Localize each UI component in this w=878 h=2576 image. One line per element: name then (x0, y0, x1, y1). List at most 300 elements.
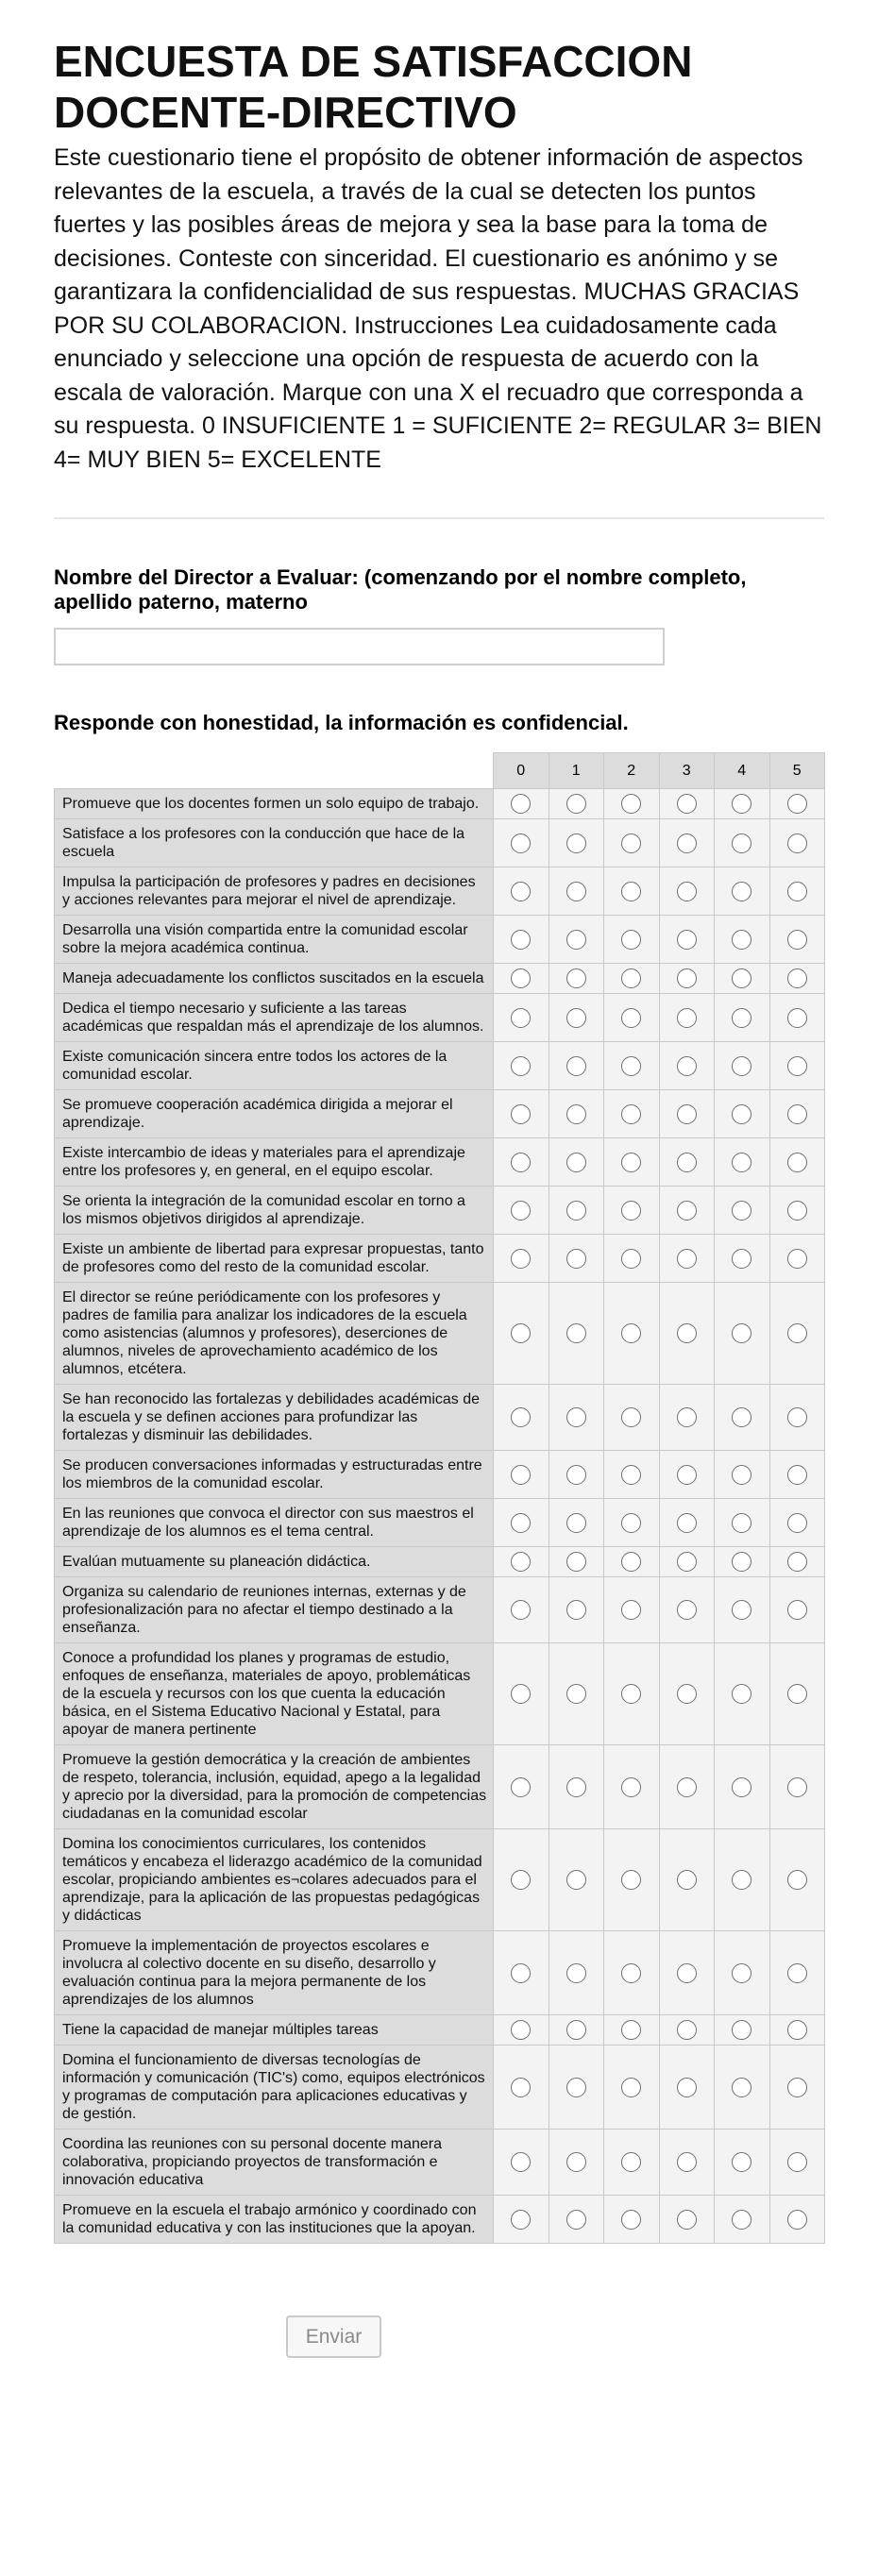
rating-radio-1[interactable] (566, 1600, 586, 1620)
rating-radio-2[interactable] (621, 833, 641, 853)
matrix-cell (604, 1577, 660, 1643)
rating-radio-0[interactable] (511, 1600, 531, 1620)
matrix-cell (494, 1931, 549, 2015)
matrix-cell (494, 2015, 549, 2046)
matrix-cell (549, 2046, 604, 2130)
rating-radio-1[interactable] (566, 1104, 586, 1124)
matrix-cell (659, 2046, 715, 2130)
matrix-cell (659, 1283, 715, 1385)
rating-radio-3[interactable] (677, 1513, 697, 1533)
matrix-row (55, 789, 825, 819)
rating-radio-1[interactable] (566, 2078, 586, 2097)
matrix-cell (769, 819, 825, 867)
matrix-row (55, 1547, 825, 1577)
rating-radio-0[interactable] (511, 1465, 531, 1485)
matrix-cell (549, 994, 604, 1042)
rating-radio-5[interactable] (787, 1963, 807, 1983)
matrix-cell (549, 2015, 604, 2046)
matrix-cell (549, 1931, 604, 2015)
matrix-cell (769, 916, 825, 964)
rating-radio-0[interactable] (511, 2152, 531, 2172)
matrix-cell (769, 1042, 825, 1090)
matrix-row-label: Existe un ambiente de libertad para expresar propuestas, tanto de profesores como del resto de la comunidad escolar. (55, 1235, 494, 1283)
rating-radio-4[interactable] (732, 1465, 751, 1485)
matrix-cell (715, 2196, 770, 2244)
rating-radio-4[interactable] (732, 968, 751, 988)
rating-radio-4[interactable] (732, 1684, 751, 1704)
rating-radio-1[interactable] (566, 930, 586, 950)
matrix-cell (494, 994, 549, 1042)
matrix-cell (494, 1283, 549, 1385)
matrix-cell (604, 2046, 660, 2130)
matrix-cell (549, 819, 604, 867)
matrix-row-label: Promueve la implementación de proyectos escolares e involucra al colectivo docente en su diseño, desarrollo y evaluación continua para la mejora permanente de los aprendizajes de los alumnos (55, 1931, 494, 2015)
matrix-cell (604, 1187, 660, 1235)
matrix-cell (659, 1829, 715, 1931)
rating-radio-0[interactable] (511, 968, 531, 988)
matrix-cell (715, 1931, 770, 2015)
rating-radio-4[interactable] (732, 1153, 751, 1172)
rating-radio-4[interactable] (732, 2078, 751, 2097)
rating-radio-0[interactable] (511, 1056, 531, 1076)
rating-radio-5[interactable] (787, 2020, 807, 2040)
column-header-1: 1 (549, 753, 604, 789)
rating-radio-2[interactable] (621, 1870, 641, 1890)
matrix-cell (659, 1090, 715, 1138)
matrix-cell (715, 1187, 770, 1235)
rating-radio-2[interactable] (621, 1153, 641, 1172)
rating-radio-2[interactable] (621, 2210, 641, 2230)
matrix-cell (604, 819, 660, 867)
rating-radio-2[interactable] (621, 1777, 641, 1797)
matrix-cell (659, 2196, 715, 2244)
matrix-cell (549, 1643, 604, 1745)
rating-radio-2[interactable] (621, 968, 641, 988)
rating-radio-5[interactable] (787, 2078, 807, 2097)
rating-radio-4[interactable] (732, 833, 751, 853)
rating-radio-4[interactable] (732, 2210, 751, 2230)
rating-radio-4[interactable] (732, 1104, 751, 1124)
matrix-cell (715, 819, 770, 867)
matrix-cell (494, 1138, 549, 1187)
rating-radio-2[interactable] (621, 1249, 641, 1269)
rating-radio-5[interactable] (787, 1008, 807, 1028)
rating-radio-0[interactable] (511, 1153, 531, 1172)
matrix-cell (769, 2015, 825, 2046)
rating-radio-3[interactable] (677, 2210, 697, 2230)
rating-radio-1[interactable] (566, 833, 586, 853)
rating-radio-2[interactable] (621, 1513, 641, 1533)
matrix-cell (604, 964, 660, 994)
rating-radio-1[interactable] (566, 2210, 586, 2230)
rating-radio-0[interactable] (511, 1963, 531, 1983)
director-name-input[interactable] (54, 628, 665, 665)
matrix-row-label: Tiene la capacidad de manejar múltiples tareas (55, 2015, 494, 2046)
matrix-cell (549, 1745, 604, 1829)
matrix-cell (494, 1451, 549, 1499)
matrix-cell (494, 819, 549, 867)
rating-radio-5[interactable] (787, 1104, 807, 1124)
rating-radio-4[interactable] (732, 1870, 751, 1890)
rating-radio-4[interactable] (732, 1963, 751, 1983)
matrix-cell (659, 1547, 715, 1577)
rating-radio-0[interactable] (511, 1323, 531, 1343)
rating-radio-4[interactable] (732, 1008, 751, 1028)
rating-radio-3[interactable] (677, 1552, 697, 1572)
rating-radio-1[interactable] (566, 1552, 586, 1572)
matrix-row (55, 916, 825, 964)
matrix-cell (549, 1499, 604, 1547)
rating-radio-5[interactable] (787, 1465, 807, 1485)
rating-radio-3[interactable] (677, 794, 697, 814)
matrix-row-label: Promueve la gestión democrática y la creación de ambientes de respeto, tolerancia, inclusión, equidad, apego a la legalidad y aprecio por la diversidad, para la promoción de competencias ciudadanas en la comunidad escolar (55, 1745, 494, 1829)
matrix-cell (494, 1042, 549, 1090)
matrix-row-label: Se promueve cooperación académica dirigida a mejorar el aprendizaje. (55, 1090, 494, 1138)
matrix-cell (769, 1745, 825, 1829)
rating-radio-3[interactable] (677, 2152, 697, 2172)
matrix-cell (604, 2130, 660, 2196)
rating-radio-3[interactable] (677, 1465, 697, 1485)
matrix-row (55, 1643, 825, 1745)
rating-radio-5[interactable] (787, 1407, 807, 1427)
matrix-row-label: El director se reúne periódicamente con los profesores y padres de familia para analizar los indicadores de la escuela como asistencias (alumnos y profesores), deserciones de alumnos, niveles de aprovechamiento académico de los alumnos, etcétera. (55, 1283, 494, 1385)
rating-radio-3[interactable] (677, 1600, 697, 1620)
rating-radio-4[interactable] (732, 1513, 751, 1533)
rating-radio-1[interactable] (566, 882, 586, 901)
rating-radio-5[interactable] (787, 1323, 807, 1343)
rating-radio-3[interactable] (677, 2078, 697, 2097)
matrix-cell (659, 1042, 715, 1090)
column-header-5: 5 (769, 753, 825, 789)
rating-radio-3[interactable] (677, 1323, 697, 1343)
rating-radio-2[interactable] (621, 1600, 641, 1620)
rating-radio-1[interactable] (566, 1056, 586, 1076)
matrix-cell (659, 1931, 715, 2015)
matrix-cell (549, 1283, 604, 1385)
rating-radio-4[interactable] (732, 930, 751, 950)
rating-radio-2[interactable] (621, 930, 641, 950)
matrix-cell (604, 916, 660, 964)
matrix-cell (549, 1187, 604, 1235)
rating-radio-3[interactable] (677, 1407, 697, 1427)
matrix-cell (659, 1235, 715, 1283)
rating-radio-1[interactable] (566, 1465, 586, 1485)
rating-radio-0[interactable] (511, 1870, 531, 1890)
matrix-cell (659, 789, 715, 819)
matrix-cell (769, 1499, 825, 1547)
rating-radio-5[interactable] (787, 930, 807, 950)
matrix-cell (769, 2196, 825, 2244)
rating-radio-0[interactable] (511, 1407, 531, 1427)
rating-radio-1[interactable] (566, 1870, 586, 1890)
matrix-cell (494, 1745, 549, 1829)
rating-radio-4[interactable] (732, 2152, 751, 2172)
matrix-cell (494, 964, 549, 994)
matrix-cell (604, 1829, 660, 1931)
matrix-cell (549, 1090, 604, 1138)
matrix-row-label: Domina el funcionamiento de diversas tecnologías de información y comunicación (TIC's) como, equipos electrónicos y programas de computación para aplicaciones educativas y de gestión. (55, 2046, 494, 2130)
matrix-row-label: Se orienta la integración de la comunidad escolar en torno a los mismos objetivos dirigidos al aprendizaje. (55, 1187, 494, 1235)
rating-radio-1[interactable] (566, 968, 586, 988)
matrix-cell (604, 1643, 660, 1745)
matrix-row (55, 1283, 825, 1385)
rating-radio-5[interactable] (787, 1552, 807, 1572)
rating-radio-0[interactable] (511, 1249, 531, 1269)
rating-radio-3[interactable] (677, 1777, 697, 1797)
rating-radio-5[interactable] (787, 2152, 807, 2172)
matrix-cell (659, 819, 715, 867)
rating-radio-2[interactable] (621, 2020, 641, 2040)
form-description: Este cuestionario tiene el propósito de obtener información de aspectos relevantes de la escuela, a través de la cual se detecten los puntos fuertes y las posibles áreas de mejora y sea la base para la toma de decisiones. Conteste con sinceridad. El cuestionario es anónimo y se garantizara la confidencialidad de sus respuestas. MUCHAS GRACIAS POR SU COLABORACION. Instrucciones Lea cuidadosamente cada enunciado y seleccione una opción de respuesta de acuerdo con la escala de valoración. Marque con una X el recuadro que corresponda a su respuesta. 0 INSUFICIENTE 1 = SUFICIENTE 2= REGULAR 3= BIEN 4= MUY BIEN 5= EXCELENTE (54, 144, 822, 473)
rating-radio-5[interactable] (787, 2210, 807, 2230)
matrix-row (55, 964, 825, 994)
rating-radio-2[interactable] (621, 1008, 641, 1028)
matrix-cell (769, 1187, 825, 1235)
matrix-cell (659, 1499, 715, 1547)
matrix-cell (715, 964, 770, 994)
rating-radio-1[interactable] (566, 1963, 586, 1983)
matrix-row-label: Evalúan mutuamente su planeación didáctica. (55, 1547, 494, 1577)
rating-radio-1[interactable] (566, 1249, 586, 1269)
rating-radio-2[interactable] (621, 1407, 641, 1427)
matrix-cell (715, 1499, 770, 1547)
matrix-cell (769, 1090, 825, 1138)
matrix-cell (715, 1235, 770, 1283)
matrix-row (55, 1090, 825, 1138)
rating-radio-4[interactable] (732, 794, 751, 814)
rating-radio-0[interactable] (511, 833, 531, 853)
matrix-row-label: Organiza su calendario de reuniones internas, externas y de profesionalización para no afectar el tiempo destinado a la enseñanza. (55, 1577, 494, 1643)
matrix-cell (715, 1577, 770, 1643)
matrix-cell (769, 1577, 825, 1643)
matrix-row (55, 1499, 825, 1547)
rating-radio-2[interactable] (621, 882, 641, 901)
rating-radio-0[interactable] (511, 2210, 531, 2230)
rating-radio-2[interactable] (621, 2078, 641, 2097)
matrix-cell (715, 1090, 770, 1138)
rating-radio-2[interactable] (621, 1684, 641, 1704)
matrix-cell (659, 2015, 715, 2046)
matrix-cell (769, 2130, 825, 2196)
rating-radio-3[interactable] (677, 1104, 697, 1124)
matrix-cell (604, 994, 660, 1042)
rating-radio-5[interactable] (787, 794, 807, 814)
rating-radio-0[interactable] (511, 2020, 531, 2040)
matrix-cell (604, 2196, 660, 2244)
rating-radio-5[interactable] (787, 1153, 807, 1172)
matrix-row (55, 1187, 825, 1235)
rating-radio-0[interactable] (511, 1777, 531, 1797)
rating-matrix (54, 752, 825, 2244)
rating-radio-3[interactable] (677, 1684, 697, 1704)
matrix-corner (55, 753, 494, 789)
rating-radio-1[interactable] (566, 1513, 586, 1533)
rating-radio-4[interactable] (732, 1249, 751, 1269)
matrix-cell (604, 867, 660, 916)
matrix-cell (604, 1283, 660, 1385)
rating-radio-2[interactable] (621, 1104, 641, 1124)
rating-radio-5[interactable] (787, 1249, 807, 1269)
rating-radio-3[interactable] (677, 930, 697, 950)
matrix-cell (494, 1385, 549, 1451)
matrix-row (55, 819, 825, 867)
rating-radio-4[interactable] (732, 1201, 751, 1221)
matrix-cell (769, 2046, 825, 2130)
column-header-3: 3 (659, 753, 715, 789)
rating-radio-4[interactable] (732, 1323, 751, 1343)
rating-radio-0[interactable] (511, 1008, 531, 1028)
matrix-cell (494, 1235, 549, 1283)
rating-radio-1[interactable] (566, 1407, 586, 1427)
rating-radio-1[interactable] (566, 2020, 586, 2040)
rating-radio-5[interactable] (787, 882, 807, 901)
rating-radio-5[interactable] (787, 1201, 807, 1221)
rating-radio-2[interactable] (621, 2152, 641, 2172)
matrix-cell (604, 1931, 660, 2015)
rating-radio-0[interactable] (511, 930, 531, 950)
rating-radio-1[interactable] (566, 1153, 586, 1172)
matrix-cell (494, 2046, 549, 2130)
matrix-row (55, 994, 825, 1042)
matrix-header-row (55, 753, 825, 789)
rating-radio-1[interactable] (566, 794, 586, 814)
rating-radio-5[interactable] (787, 833, 807, 853)
matrix-cell (715, 1829, 770, 1931)
rating-radio-3[interactable] (677, 1201, 697, 1221)
column-header-0: 0 (494, 753, 549, 789)
rating-radio-2[interactable] (621, 1056, 641, 1076)
matrix-row (55, 2130, 825, 2196)
rating-radio-0[interactable] (511, 1552, 531, 1572)
rating-radio-0[interactable] (511, 794, 531, 814)
rating-radio-2[interactable] (621, 1201, 641, 1221)
matrix-row-label: Promueve que los docentes formen un solo equipo de trabajo. (55, 789, 494, 819)
rating-radio-4[interactable] (732, 1552, 751, 1572)
matrix-row-label: Satisface a los profesores con la conducción que hace de la escuela (55, 819, 494, 867)
matrix-cell (715, 916, 770, 964)
rating-radio-2[interactable] (621, 794, 641, 814)
rating-radio-3[interactable] (677, 833, 697, 853)
matrix-cell (604, 2015, 660, 2046)
matrix-row-label: Dedica el tiempo necesario y suficiente a las tareas académicas que respaldan más el aprendizaje de los alumnos. (55, 994, 494, 1042)
matrix-cell (769, 1235, 825, 1283)
rating-radio-5[interactable] (787, 1870, 807, 1890)
director-name-label: Nombre del Director a Evaluar: (comenzando por el nombre completo, apellido paterno, materno (54, 565, 747, 614)
matrix-cell (604, 1138, 660, 1187)
rating-radio-3[interactable] (677, 1870, 697, 1890)
matrix-body (55, 789, 825, 2244)
matrix-cell (769, 1385, 825, 1451)
rating-radio-5[interactable] (787, 968, 807, 988)
matrix-cell (549, 1829, 604, 1931)
rating-radio-2[interactable] (621, 1963, 641, 1983)
rating-radio-0[interactable] (511, 1104, 531, 1124)
rating-radio-1[interactable] (566, 2152, 586, 2172)
matrix-cell (494, 867, 549, 916)
rating-radio-3[interactable] (677, 1056, 697, 1076)
rating-radio-1[interactable] (566, 1201, 586, 1221)
matrix-cell (769, 1829, 825, 1931)
matrix-cell (549, 789, 604, 819)
rating-radio-4[interactable] (732, 2020, 751, 2040)
matrix-cell (604, 1090, 660, 1138)
rating-radio-3[interactable] (677, 968, 697, 988)
rating-radio-1[interactable] (566, 1777, 586, 1797)
matrix-cell (659, 1385, 715, 1451)
rating-radio-3[interactable] (677, 1249, 697, 1269)
matrix-cell (769, 867, 825, 916)
matrix-cell (769, 1138, 825, 1187)
matrix-row (55, 1042, 825, 1090)
rating-radio-4[interactable] (732, 882, 751, 901)
rating-radio-0[interactable] (511, 1684, 531, 1704)
matrix-cell (769, 964, 825, 994)
submit-button[interactable]: Enviar (286, 2315, 381, 2358)
matrix-cell (769, 1931, 825, 2015)
rating-radio-4[interactable] (732, 1600, 751, 1620)
rating-radio-0[interactable] (511, 2078, 531, 2097)
rating-radio-3[interactable] (677, 1008, 697, 1028)
matrix-row-label: Existe intercambio de ideas y materiales para el aprendizaje entre los profesores y, en general, en el equipo escolar. (55, 1138, 494, 1187)
rating-radio-5[interactable] (787, 1513, 807, 1533)
rating-radio-3[interactable] (677, 1963, 697, 1983)
matrix-cell (769, 789, 825, 819)
matrix-cell (494, 1577, 549, 1643)
matrix-row (55, 1235, 825, 1283)
rating-radio-3[interactable] (677, 2020, 697, 2040)
matrix-cell (494, 1643, 549, 1745)
rating-radio-0[interactable] (511, 1513, 531, 1533)
matrix-cell (549, 1042, 604, 1090)
matrix-cell (715, 2046, 770, 2130)
rating-radio-5[interactable] (787, 1600, 807, 1620)
rating-radio-2[interactable] (621, 1323, 641, 1343)
matrix-row-label: Coordina las reuniones con su personal docente manera colaborativa, propiciando proyectos de transformación e innovación educativa (55, 2130, 494, 2196)
matrix-cell (715, 1138, 770, 1187)
matrix-cell (659, 2130, 715, 2196)
rating-radio-5[interactable] (787, 1056, 807, 1076)
rating-radio-0[interactable] (511, 882, 531, 901)
matrix-row (55, 1385, 825, 1451)
rating-radio-1[interactable] (566, 1008, 586, 1028)
matrix-cell (549, 1385, 604, 1451)
column-header-4: 4 (715, 753, 770, 789)
rating-radio-2[interactable] (621, 1552, 641, 1572)
matrix-cell (659, 916, 715, 964)
matrix-cell (549, 1235, 604, 1283)
rating-radio-2[interactable] (621, 1465, 641, 1485)
matrix-cell (715, 1451, 770, 1499)
matrix-row-label: Se han reconocido las fortalezas y debilidades académicas de la escuela y se definen acciones para profundizar las fortalezas y disminuir las debilidades. (55, 1385, 494, 1451)
matrix-cell (715, 1745, 770, 1829)
matrix-cell (604, 1451, 660, 1499)
rating-radio-3[interactable] (677, 882, 697, 901)
matrix-cell (715, 2130, 770, 2196)
matrix-cell (494, 1090, 549, 1138)
rating-radio-4[interactable] (732, 1407, 751, 1427)
rating-radio-4[interactable] (732, 1056, 751, 1076)
rating-radio-4[interactable] (732, 1777, 751, 1797)
rating-radio-5[interactable] (787, 1684, 807, 1704)
rating-radio-1[interactable] (566, 1323, 586, 1343)
rating-radio-3[interactable] (677, 1153, 697, 1172)
matrix-cell (659, 1138, 715, 1187)
column-header-2: 2 (604, 753, 660, 789)
matrix-cell (604, 1745, 660, 1829)
rating-radio-5[interactable] (787, 1777, 807, 1797)
rating-radio-1[interactable] (566, 1684, 586, 1704)
rating-radio-0[interactable] (511, 1201, 531, 1221)
